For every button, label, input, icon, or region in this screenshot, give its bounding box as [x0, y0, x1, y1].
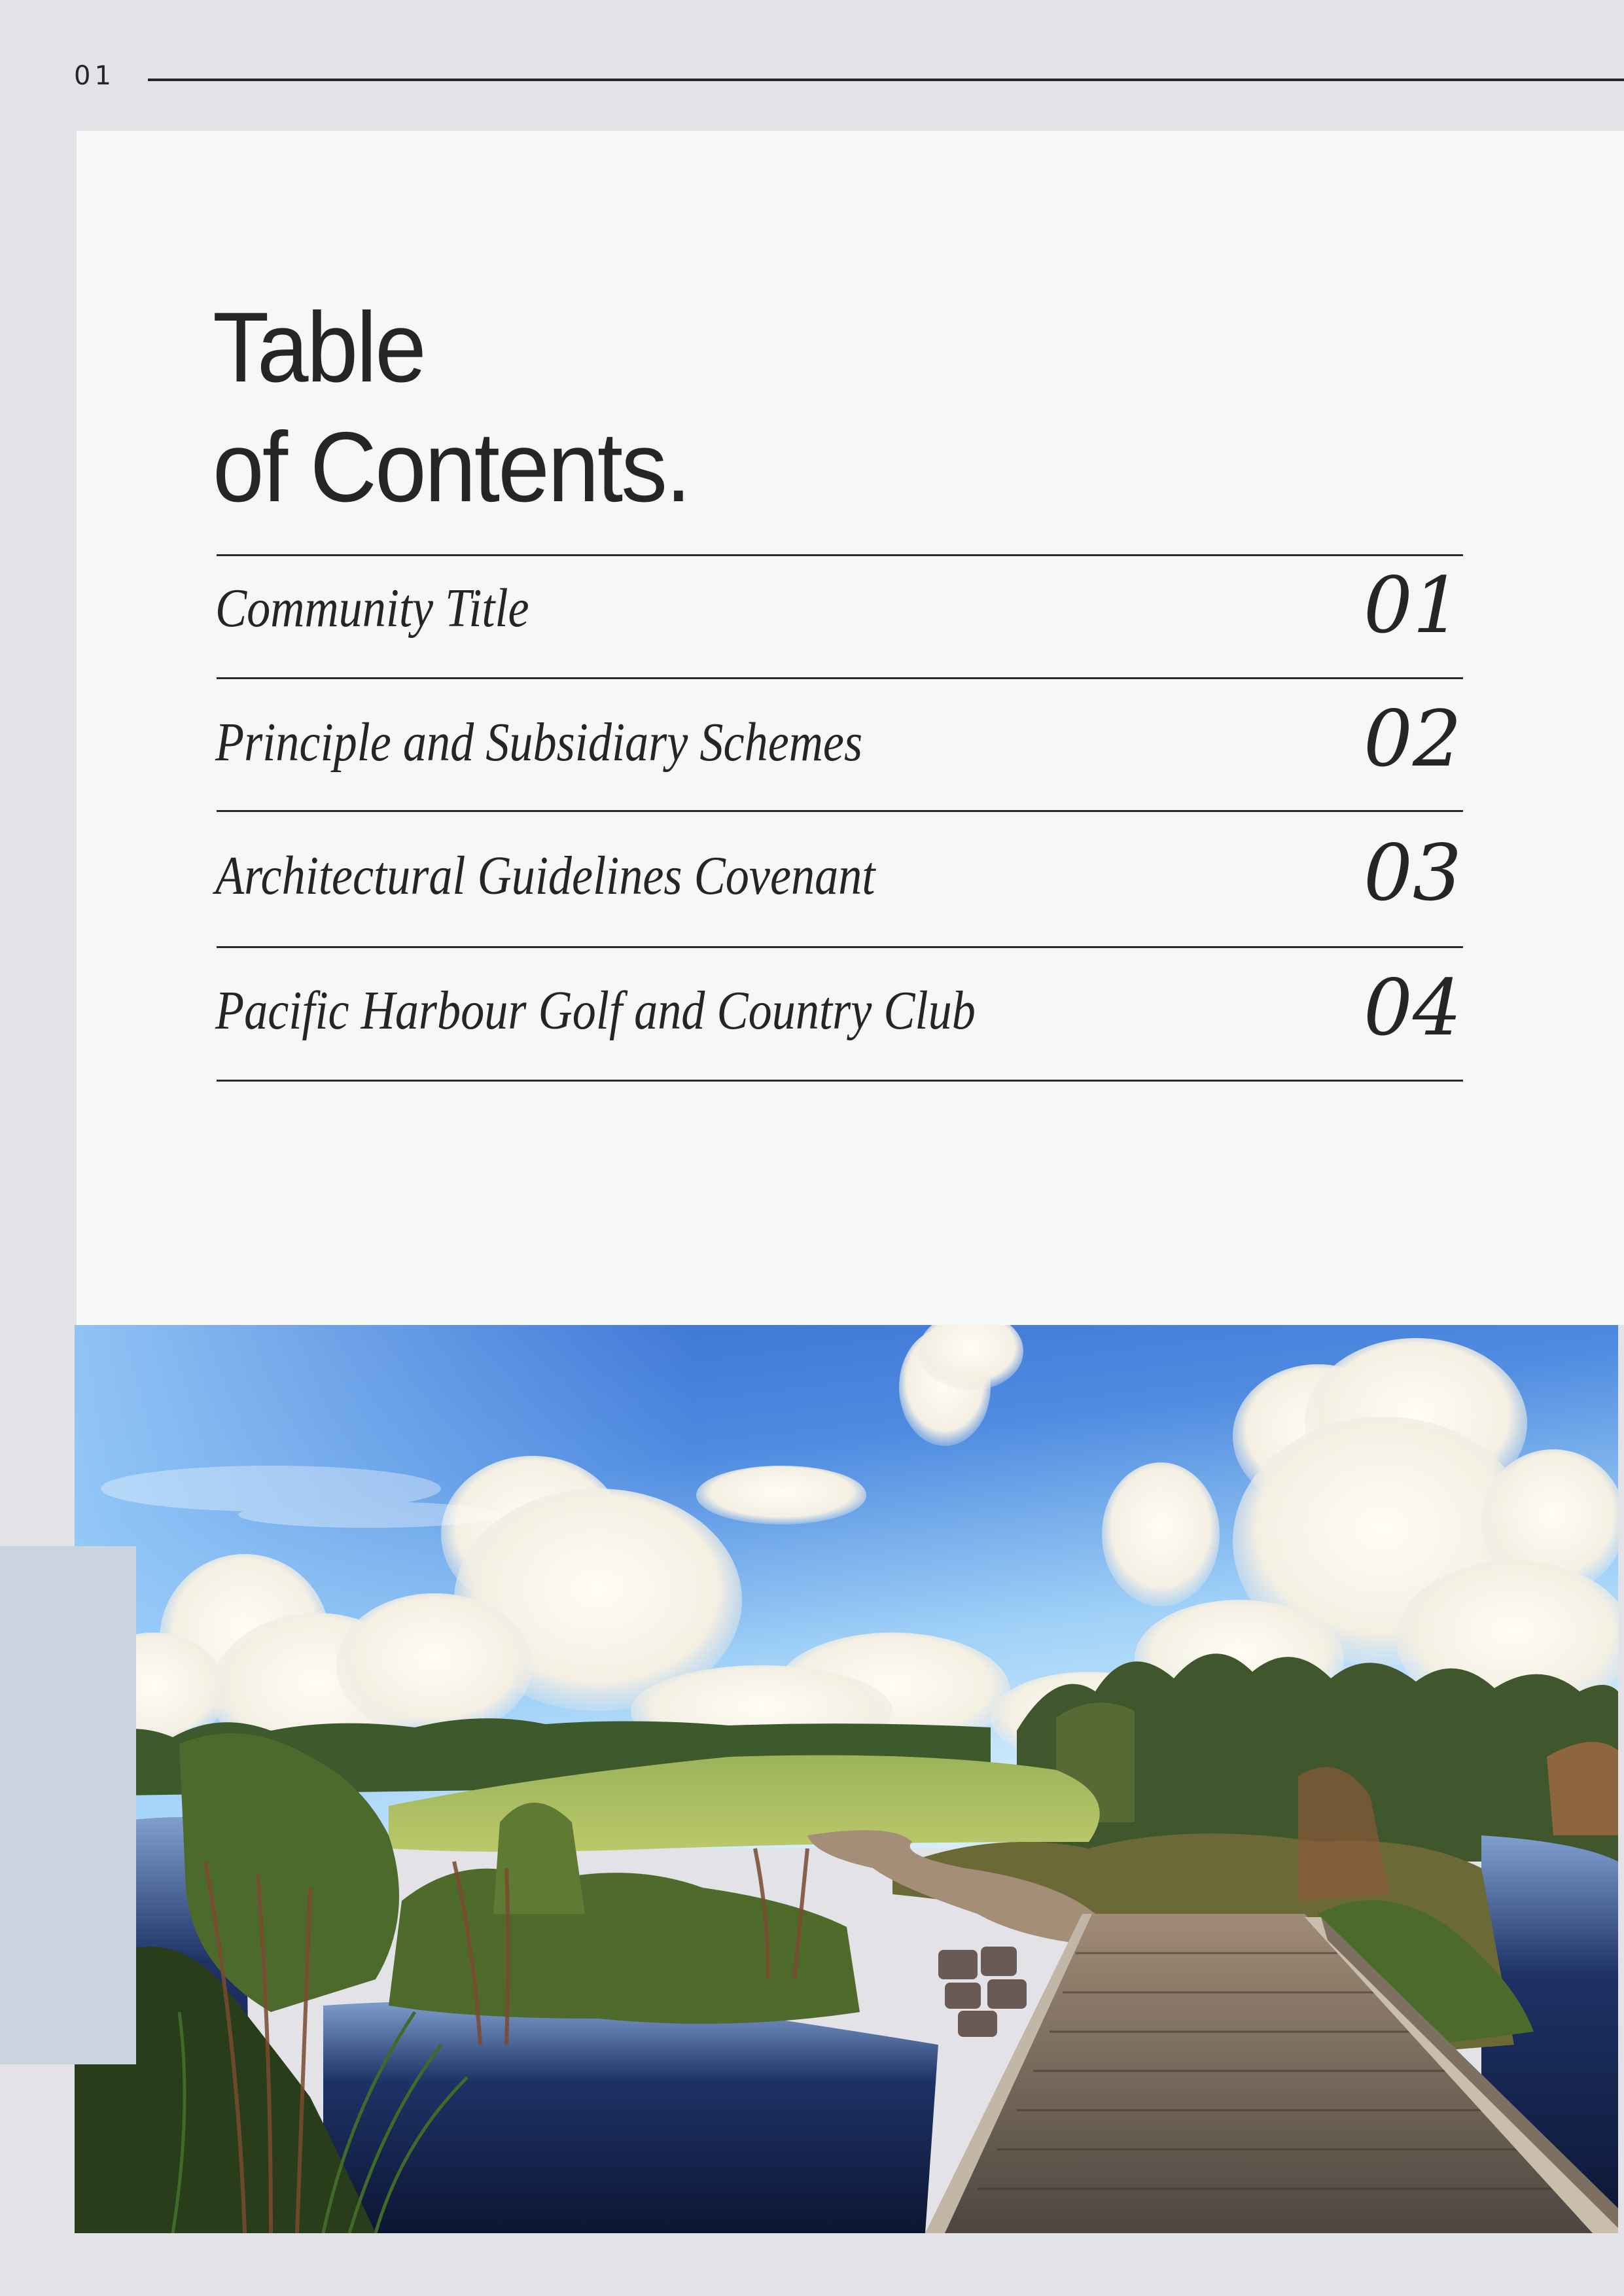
- toc-entry-number: 01: [1363, 560, 1462, 650]
- page-number: 01: [74, 61, 115, 91]
- toc-entry-label: Architectural Guidelines Covenant: [215, 845, 875, 906]
- toc-entry-label: Principle and Subsidiary Schemes: [215, 712, 863, 773]
- title-line-2: of Contents.: [213, 412, 690, 523]
- toc-entry-number: 02: [1363, 694, 1462, 784]
- toc-divider: [217, 1080, 1463, 1082]
- toc-entry-label: Pacific Harbour Golf and Country Club: [215, 980, 976, 1041]
- toc-entry-label: Community Title: [215, 578, 529, 639]
- toc-entry-number: 04: [1363, 963, 1462, 1053]
- page-title: [213, 288, 690, 527]
- toc-entry-architectural-guidelines[interactable]: [217, 812, 1463, 946]
- toc-entry-number: 03: [1363, 828, 1462, 918]
- header-rule: [148, 79, 1624, 81]
- title-line-1: Table: [213, 292, 425, 403]
- toc-entry-community-title[interactable]: [217, 556, 1463, 677]
- toc-entry-principle-schemes[interactable]: [217, 679, 1463, 810]
- toc-entry-golf-country-club[interactable]: [217, 948, 1463, 1080]
- landscape-image: [75, 1325, 1618, 2233]
- accent-block: [0, 1546, 136, 2064]
- golf-course-photo: [75, 1325, 1618, 2233]
